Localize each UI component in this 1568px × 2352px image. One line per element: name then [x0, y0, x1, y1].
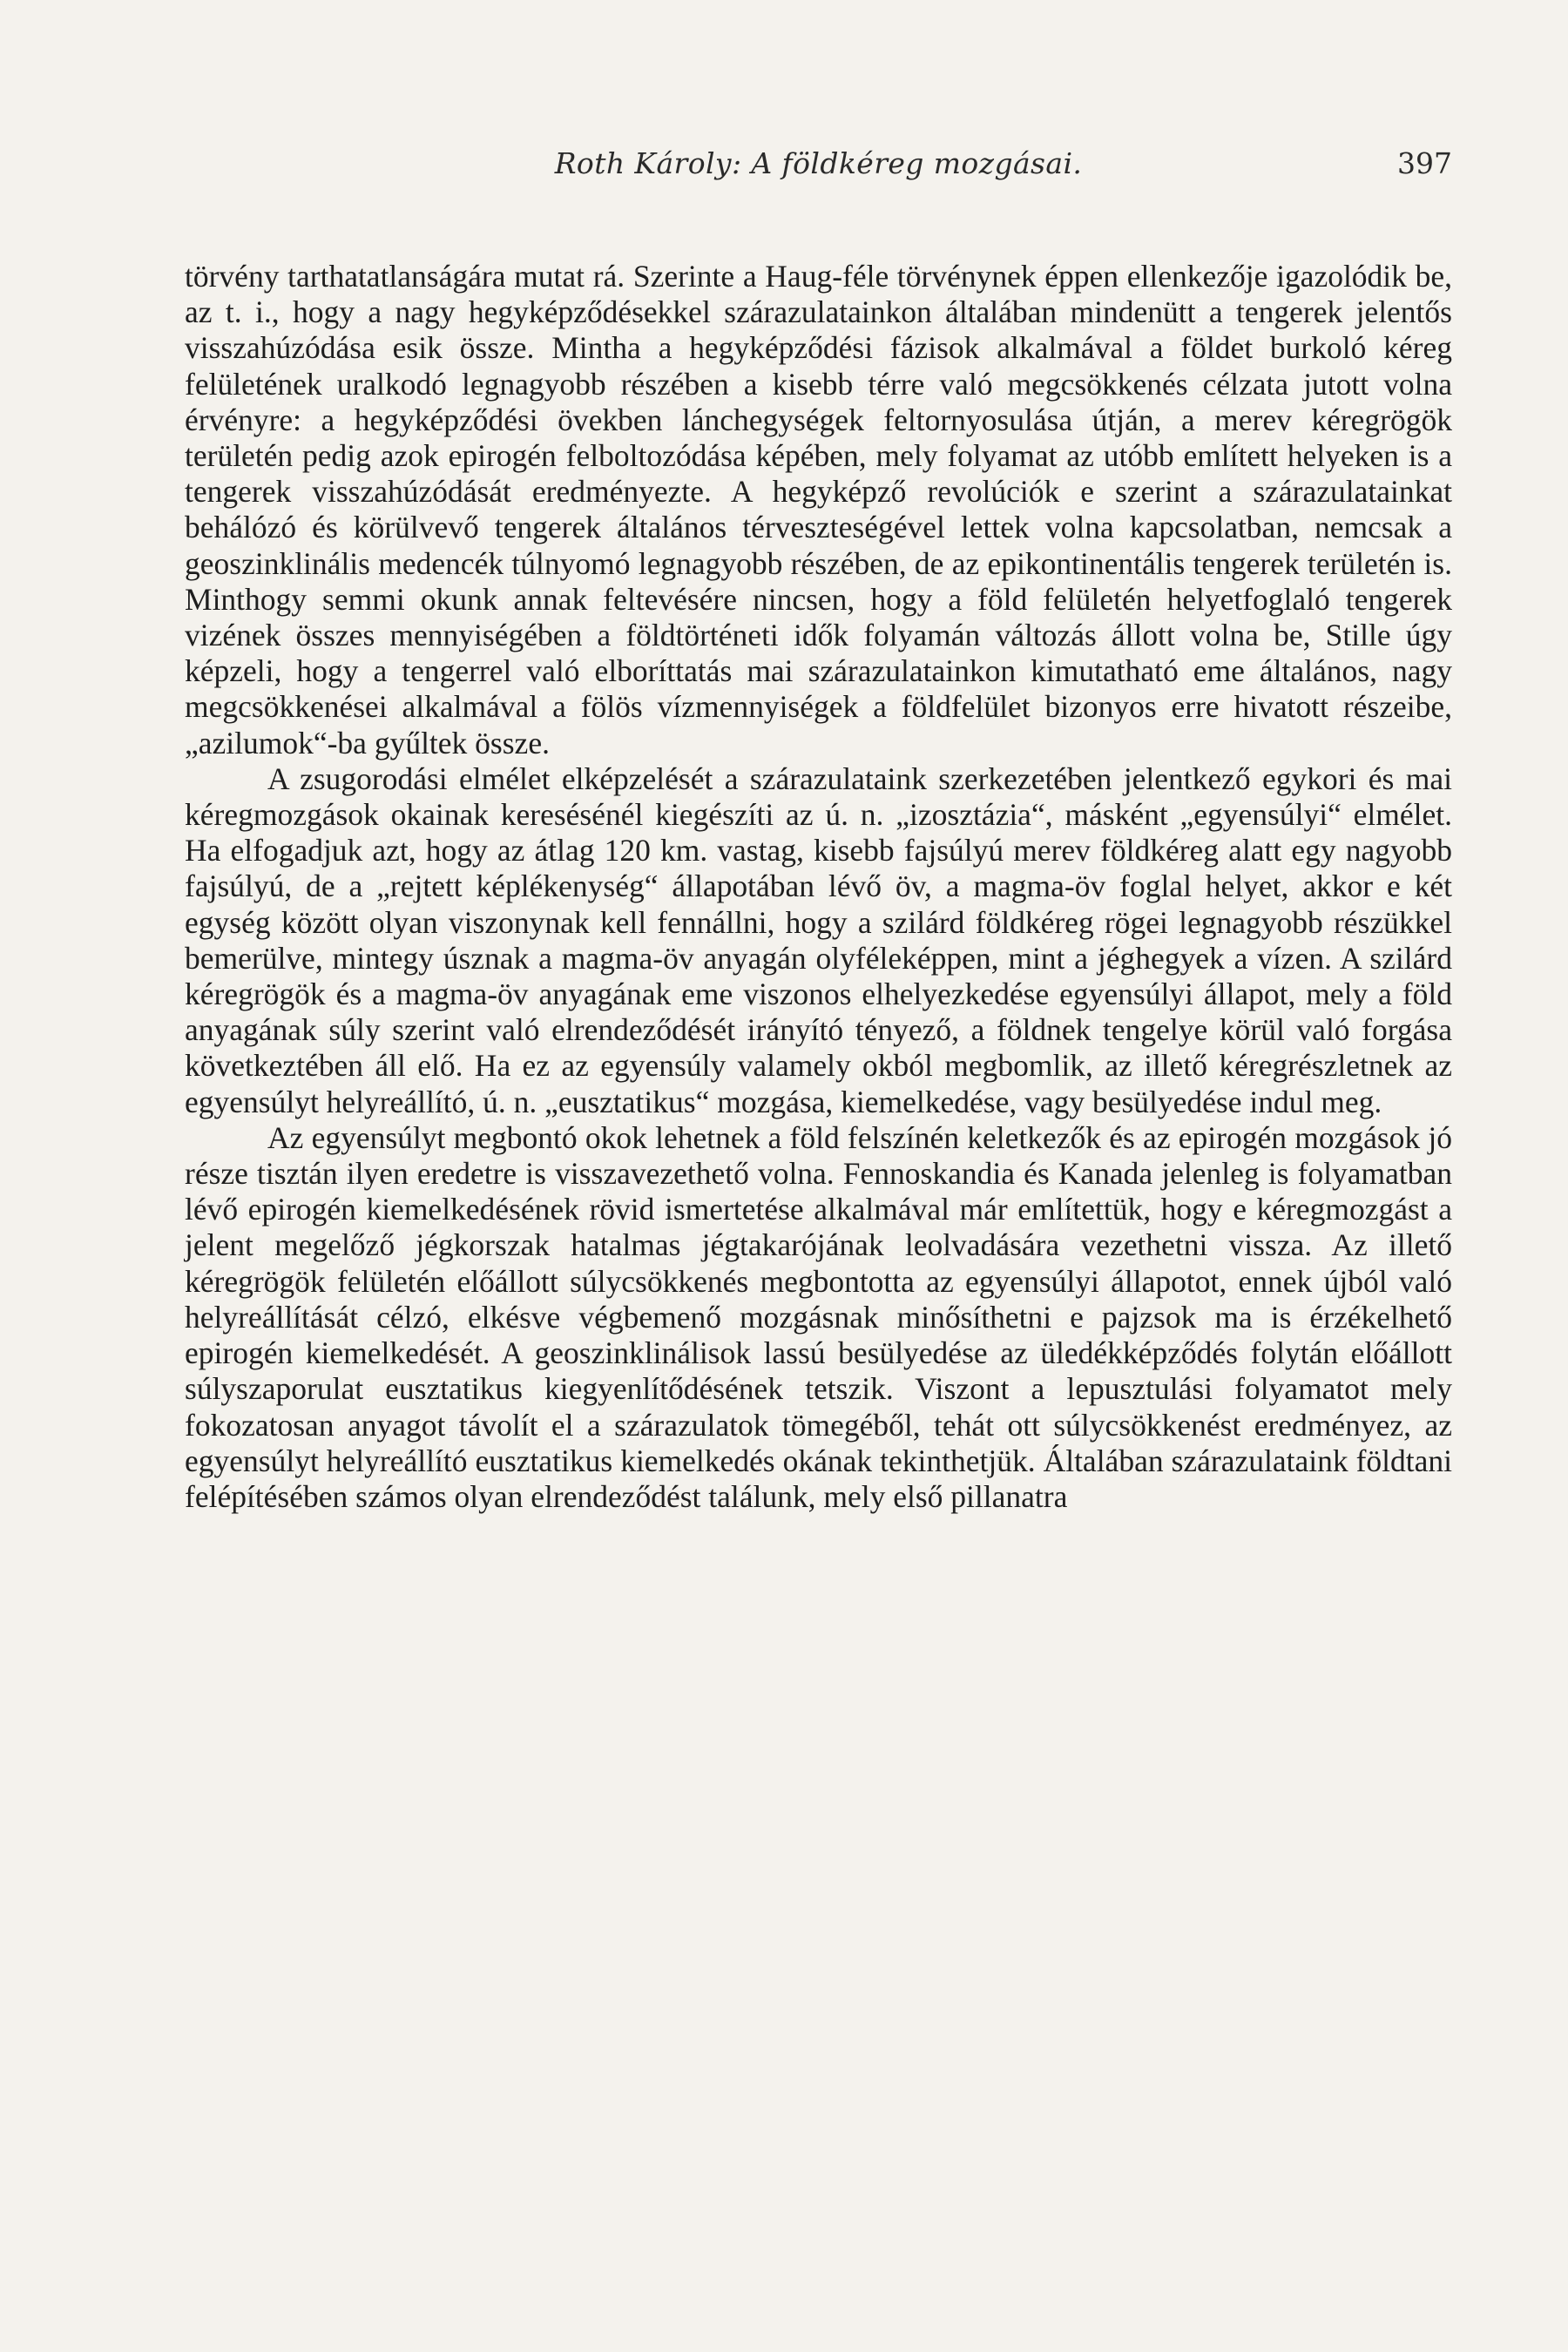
body-text: [185, 259, 1452, 1515]
page-number: 397: [1397, 146, 1452, 180]
paragraph-1: törvény tarthatatlanságára mutat rá. Szerinte a Haug-féle törvénynek éppen ellenkezője igazolódik be, az t. i., hogy a nagy hegyképződésekkel szárazulatainkon általában mindenütt a tengerek jelentős visszahúzódása esik össze. Mintha a hegyképződési fázisok alkalmával a földet burkoló kéreg felületének uralkodó legnagyobb részében a kisebb térre való megcsökkenés célzata jutott volna érvényre: a hegyképződési övekben lánchegységek feltornyosulása útján, a merev kéregrögök területén pedig azok epirogén felboltozódása képében, mely folyamat az utóbb említett helyeken is a tengerek visszahúzódását eredményezte. A hegyképző revolúciók e szerint a szárazulatainkat behálózó és körülvevő tengerek általános térveszteségével lettek volna kapcsolatban, nemcsak a geoszinklinális medencék túlnyomó legnagyobb részében, de az epikontinentális tengerek területén is. Minthogy semmi okunk annak feltevésére nincsen, hogy a föld felületén helyetfoglaló tengerek vizének összes mennyiségében a földtörténeti idők folyamán változás állott volna be, Stille úgy képzeli, hogy a tengerrel való elboríttatás mai szárazulatainkon kimutatható eme általános, nagy megcsökkenései alkalmával a fölös vízmennyiségek a földfelület bizonyos erre hivatott részeibe, „azilumok“-ba gyűltek össze.: [185, 259, 1452, 760]
running-head: [185, 146, 1452, 190]
paragraph-2: A zsugorodási elmélet elképzelését a szárazulataink szerkezetében jelentkező egykori és mai kéregmozgások okainak keresésénél kiegészíti az ú. n. „izosztázia“, másként „egyensúlyi“ elmélet. Ha elfogadjuk azt, hogy az átlag 120 km. vastag, kisebb fajsúlyú merev földkéreg alatt egy nagyobb fajsúlyú, de a „rejtett képlékenység“ állapotában lévő öv, a magma-öv foglal helyet, akkor e két egység között olyan viszonynak kell fennállni, hogy a szilárd földkéreg rögei legnagyobb részükkel bemerülve, mintegy úsznak a magma-öv anyagán olyféleképpen, mint a jéghegyek a vízen. A szilárd kéregrögök és a magma-öv anyagának eme viszonos elhelyezkedése egyensúlyi állapot, mely a föld anyagának súly szerint való elrendeződését irányító tényező, a földnek tengelye körül való forgása következtében áll elő. Ha ez az egyensúly valamely okból megbomlik, az illető kéregrészletnek az egyensúlyt helyreállító, ú. n. „eusztatikus“ mozgása, kiemelkedése, vagy besülyedése indul meg.: [185, 760, 1452, 1119]
paragraph-3: Az egyensúlyt megbontó okok lehetnek a föld felszínén keletkezők és az epirogén mozgások jó része tisztán ilyen eredetre is visszavezethető volna. Fennoskandia és Kanada jelenleg is folyamatban lévő epirogén kiemelkedésének rövid ismertetése alkalmával már említettük, hogy e kéregmozgást a jelent megelőző jégkorszak hatalmas jégtakarójának leolvadására vezethetni vissza. Az illető kéregrögök felületén előállott súlycsökkenés megbontotta az egyensúlyi állapotot, ennek újból való helyreállítását célzó, elkésve végbemenő mozgásnak minősíthetni e pajzsok ma is érzékelhető epirogén kiemelkedését. A geoszinklinálisok lassú besülyedése az üledékképződés folytán előállott súlyszaporulat eusztatikus kiegyenlítődésének tetszik. Viszont a lepusztulási folyamatot mely fokozatosan anyagot távolít el a szárazulatok tömegéből, tehát ott súlycsökkenést eredményez, az egyensúlyt helyreállító eusztatikus kiemelkedés okának tekinthetjük. Általában szárazulataink földtani felépítésében számos olyan elrendeződést találunk, mely első pillanatra: [185, 1119, 1452, 1514]
running-title: Roth Károly: A földkéreg mozgásai.: [554, 146, 1083, 180]
